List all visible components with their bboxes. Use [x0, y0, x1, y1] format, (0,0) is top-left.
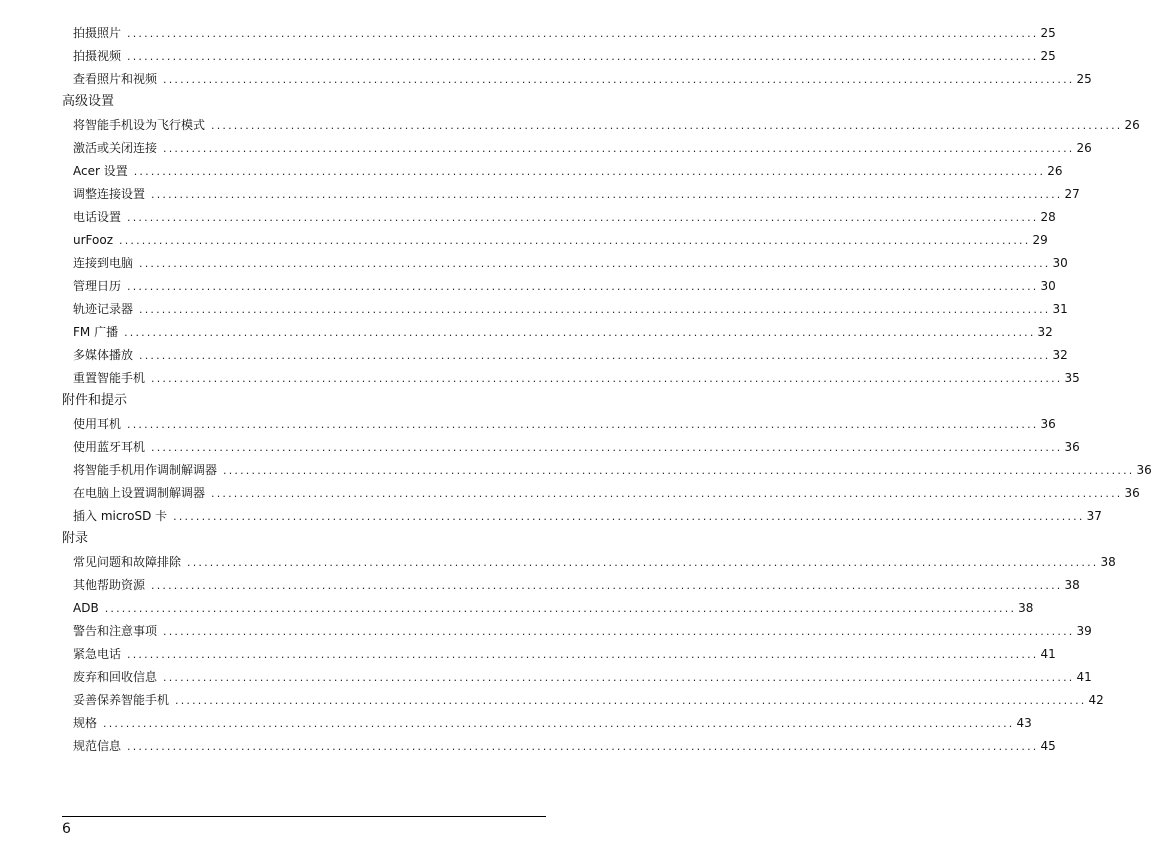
toc-entry-page: 28: [1040, 210, 1056, 224]
dot-leader: ................................................................................................................................................................: [127, 648, 1039, 661]
dot-leader: ................................................................................................................................................................: [127, 50, 1039, 63]
footer-divider: [62, 816, 546, 817]
toc-entry-title: 妥善保养智能手机: [73, 693, 170, 707]
toc-entry-page: 43: [1016, 716, 1032, 730]
toc-entry-page: 41: [1040, 647, 1056, 661]
dot-leader: ................................................................................................................................................................: [103, 717, 1015, 730]
toc-entry-title: ADB: [73, 601, 99, 615]
toc-entry-page: 38: [1064, 578, 1080, 592]
toc-entry-page: 41: [1076, 670, 1092, 684]
toc-entry-title: 使用蓝牙耳机: [73, 440, 146, 454]
dot-leader: ................................................................................................................................................................: [175, 694, 1087, 707]
toc-entry[interactable]: [73, 438, 1080, 456]
toc-entry[interactable]: [73, 300, 1068, 318]
toc-entry-title: Acer 设置: [73, 164, 128, 178]
dot-leader: ................................................................................................................................................................: [211, 487, 1123, 500]
toc-entry-title: 警告和注意事项: [73, 624, 158, 638]
toc-entry-page: 45: [1040, 739, 1056, 753]
toc-entry-page: 37: [1086, 509, 1102, 523]
toc-entry-title: 轨迹记录器: [73, 302, 134, 316]
toc-entry-title: 将智能手机用作调制解调器: [73, 463, 218, 477]
toc-entry-title: FM 广播: [73, 325, 119, 339]
toc-entry[interactable]: [73, 668, 1092, 686]
toc-entry-page: 39: [1076, 624, 1092, 638]
toc-entry[interactable]: [73, 599, 1034, 617]
toc-entry-page: 30: [1052, 256, 1068, 270]
toc-entry[interactable]: [73, 47, 1056, 65]
toc-entry-title: 查看照片和视频: [73, 72, 158, 86]
dot-leader: ................................................................................................................................................................: [151, 579, 1063, 592]
toc-entry-title: 废弃和回收信息: [73, 670, 158, 684]
toc-entry-page: 35: [1064, 371, 1080, 385]
dot-leader: ................................................................................................................................................................: [173, 510, 1085, 523]
page-number: 6: [62, 821, 71, 837]
dot-leader: ................................................................................................................................................................: [211, 119, 1123, 132]
toc-entry-page: 36: [1040, 417, 1056, 431]
toc-entry[interactable]: [73, 461, 1152, 479]
toc-entry-title: 常见问题和故障排除: [73, 555, 182, 569]
dot-leader: ................................................................................................................................................................: [163, 625, 1075, 638]
toc-entry[interactable]: [73, 645, 1056, 663]
toc-entry[interactable]: [73, 231, 1048, 249]
toc-entry-title: 使用耳机: [73, 417, 122, 431]
toc-entry-title: 调整连接设置: [73, 187, 146, 201]
toc-section-heading: 高级设置: [62, 94, 115, 109]
dot-leader: ................................................................................................................................................................: [124, 326, 1036, 339]
dot-leader: ................................................................................................................................................................: [151, 441, 1063, 454]
dot-leader: ................................................................................................................................................................: [151, 188, 1063, 201]
dot-leader: ................................................................................................................................................................: [187, 556, 1099, 569]
toc-entry-title: 将智能手机设为飞行模式: [73, 118, 206, 132]
dot-leader: ................................................................................................................................................................: [163, 142, 1075, 155]
toc-entry[interactable]: [73, 737, 1056, 755]
toc-section-heading: 附录: [62, 531, 89, 546]
toc-entry-page: 36: [1136, 463, 1152, 477]
toc-entry-page: 26: [1076, 141, 1092, 155]
toc-entry[interactable]: [73, 484, 1140, 502]
toc-entry[interactable]: [73, 185, 1080, 203]
toc-entry-page: 26: [1124, 118, 1140, 132]
toc-entry-page: 38: [1100, 555, 1116, 569]
toc-entry-page: 25: [1076, 72, 1092, 86]
toc-entry-page: 32: [1052, 348, 1068, 362]
toc-entry-title: 插入 microSD 卡: [73, 509, 168, 523]
toc-entry-title: urFooz: [73, 233, 113, 247]
toc-entry[interactable]: [73, 576, 1080, 594]
toc-entry-title: 规范信息: [73, 739, 122, 753]
dot-leader: ................................................................................................................................................................: [104, 602, 1017, 615]
toc-entry-title: 拍摄视频: [73, 49, 122, 63]
toc-entry[interactable]: [73, 553, 1116, 571]
dot-leader: ................................................................................................................................................................: [151, 372, 1063, 385]
toc-entry-title: 电话设置: [73, 210, 122, 224]
toc-entry[interactable]: [73, 208, 1056, 226]
toc-entry-page: 26: [1047, 164, 1063, 178]
toc-entry-page: 25: [1040, 26, 1056, 40]
toc-entry-title: 多媒体播放: [73, 348, 134, 362]
toc-entry-title: 激活或关闭连接: [73, 141, 158, 155]
dot-leader: ................................................................................................................................................................: [223, 464, 1135, 477]
toc-section-heading: 附件和提示: [62, 393, 128, 408]
toc-entry-title: 规格: [73, 716, 98, 730]
toc-entry-title: 管理日历: [73, 279, 122, 293]
toc-entry-title: 重置智能手机: [73, 371, 146, 385]
toc-entry[interactable]: [73, 691, 1104, 709]
toc-entry[interactable]: [73, 162, 1063, 180]
toc-entry-title: 紧急电话: [73, 647, 122, 661]
toc-entry-page: 42: [1088, 693, 1104, 707]
toc-entry-page: 30: [1040, 279, 1056, 293]
dot-leader: ................................................................................................................................................................: [119, 234, 1031, 247]
toc-entry-page: 36: [1124, 486, 1140, 500]
dot-leader: ................................................................................................................................................................: [127, 211, 1039, 224]
toc-entry-page: 27: [1064, 187, 1080, 201]
toc-entry-title: 连接到电脑: [73, 256, 134, 270]
dot-leader: ................................................................................................................................................................: [127, 418, 1039, 431]
dot-leader: ................................................................................................................................................................: [163, 73, 1075, 86]
toc-entry[interactable]: [73, 254, 1068, 272]
dot-leader: ................................................................................................................................................................: [163, 671, 1075, 684]
toc-entry[interactable]: [73, 369, 1080, 387]
dot-leader: ................................................................................................................................................................: [139, 303, 1051, 316]
dot-leader: ................................................................................................................................................................: [127, 27, 1039, 40]
dot-leader: ................................................................................................................................................................: [127, 280, 1039, 293]
toc-entry-title: 其他帮助资源: [73, 578, 146, 592]
toc-entry[interactable]: [73, 622, 1092, 640]
toc-entry-page: 25: [1040, 49, 1056, 63]
toc-entry-page: 36: [1064, 440, 1080, 454]
toc-entry-page: 38: [1018, 601, 1034, 615]
toc-entry-title: 拍摄照片: [73, 26, 122, 40]
toc-entry[interactable]: [73, 277, 1056, 295]
toc-entry-page: 32: [1037, 325, 1053, 339]
toc-entry[interactable]: [73, 323, 1053, 341]
toc-entry[interactable]: [73, 507, 1102, 525]
toc-entry-page: 31: [1052, 302, 1068, 316]
dot-leader: ................................................................................................................................................................: [139, 257, 1051, 270]
toc-entry[interactable]: [73, 116, 1140, 134]
dot-leader: ................................................................................................................................................................: [127, 740, 1039, 753]
toc-entry-title: 在电脑上设置调制解调器: [73, 486, 206, 500]
toc-entry-page: 29: [1032, 233, 1048, 247]
toc-entry[interactable]: [73, 139, 1092, 157]
toc-entry[interactable]: [73, 346, 1068, 364]
toc-entry[interactable]: [73, 70, 1092, 88]
dot-leader: ................................................................................................................................................................: [133, 165, 1046, 178]
toc-entry[interactable]: [73, 415, 1056, 433]
dot-leader: ................................................................................................................................................................: [139, 349, 1051, 362]
toc-entry[interactable]: [73, 714, 1032, 732]
toc-entry[interactable]: [73, 24, 1056, 42]
